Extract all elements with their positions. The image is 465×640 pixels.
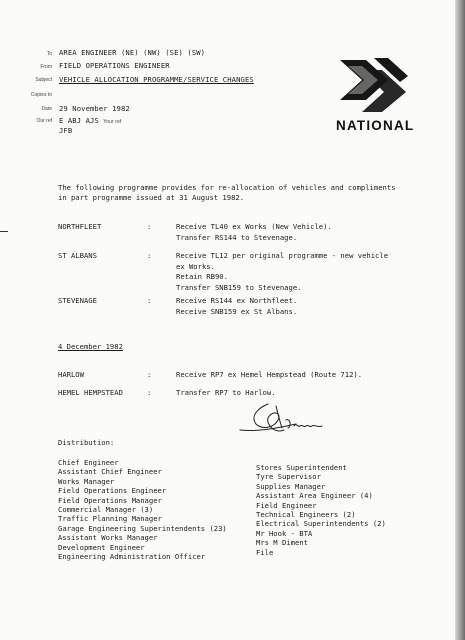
recipient: Field Operations Manager [58,495,162,505]
recipient: Commercial Manager (3) [58,504,154,514]
recipient: Field Operations Engineer [58,486,167,496]
recipient: Development Engineer [58,542,145,552]
signature [238,400,348,442]
yourref-label: Your ref [103,119,122,125]
colon: : [147,296,152,305]
action-line: Receive RS144 ex Northfleet. [176,296,298,305]
recipient: Assistant Chief Engineer [58,467,162,477]
location-northfleet: NORTHFLEET [58,222,102,231]
recipient: Chief Engineer [58,458,119,467]
action-line: Receive TL12 per original programme - new vehicle [176,251,389,260]
action-line: Receive SNB159 ex St Albans. [176,306,298,316]
recipient: File [256,547,274,557]
recipient: Stores Superintendent [256,463,347,472]
action-line: Transfer SNB159 to Stevenage. [176,282,302,292]
action-line: Receive RP7 ex Hemel Hempstead (Route 712). [176,370,363,379]
ref2-value: JFB [59,126,73,135]
subject-label: Subject [35,77,52,83]
action-line: ex Works. [176,261,215,271]
to-value: AREA ENGINEER (NE) (NW) (SE) (SW) [59,48,206,57]
recipient: Supplies Manager [256,481,326,491]
actions-hemel-hempstead [176,388,276,399]
intro-line-2: in part programme issued at 31 August 1982. [58,193,245,202]
from-value: FIELD OPERATIONS ENGINEER [59,61,170,70]
colon: : [147,388,152,397]
location-hemel-hempstead: HEMEL HEMPSTEAD [58,388,123,397]
copies-label: Copies to [30,92,52,98]
actions-harlow [176,370,362,381]
date-label: Date [41,106,52,112]
action-line: Transfer RP7 to Harlow. [176,388,276,397]
recipient: Field Engineer [256,500,317,510]
recipient: Assistant Works Manager [58,533,158,543]
colon: : [147,370,152,379]
actions-stevenage [176,296,297,317]
actions-northfleet [176,222,332,243]
ourref-label: Our ref [36,118,52,124]
recipient: Works Manager [58,476,115,486]
location-stevenage: STEVENAGE [58,296,97,305]
recipient: Tyre Supervisor [256,472,321,482]
recipient: Mr Hook - BTA [256,528,313,538]
subject-value: VEHICLE ALLOCATION PROGRAMME/SERVICE CHANGES [59,75,254,84]
action-line: Retain RB90. [176,272,228,281]
location-st-albans: ST ALBANS [58,251,97,260]
distribution-left [58,458,227,561]
margin-mark [0,231,8,232]
colon: : [147,251,152,260]
recipient: Engineering Administration Officer [58,551,206,561]
ourref-value [59,116,121,125]
location-harlow: HARLOW [58,370,84,379]
intro-line-1: The following programme provides for re-allocation of vehicles and compliments [58,183,396,192]
ourref-text: E ABJ AJS [59,116,99,125]
distribution-right [256,463,386,557]
date-value: 29 November 1982 [59,104,130,113]
colon: : [147,222,152,231]
recipient: Mrs M Diment [256,538,308,548]
recipient: Traffic Planning Manager [58,514,162,524]
second-date: 4 December 1982 [58,342,123,351]
action-line: Transfer RS144 to Stevenage. [176,232,298,242]
from-label: From [40,64,52,70]
chevron-arrows-icon [332,56,416,114]
recipient: Assistant Area Engineer (4) [256,491,373,501]
to-label: To [46,51,52,57]
recipient: Technical Engineers (2) [256,509,356,519]
distribution-title: Distribution: [58,438,115,447]
recipient: Electrical Superintendents (2) [256,519,386,529]
recipient: Garage Engineering Superintendents (23) [58,523,227,533]
brand-logo-text: NATIONAL [336,118,415,133]
scan-edge [455,0,465,640]
actions-st-albans [176,251,388,293]
action-line: Receive TL40 ex Works (New Vehicle). [176,222,332,231]
